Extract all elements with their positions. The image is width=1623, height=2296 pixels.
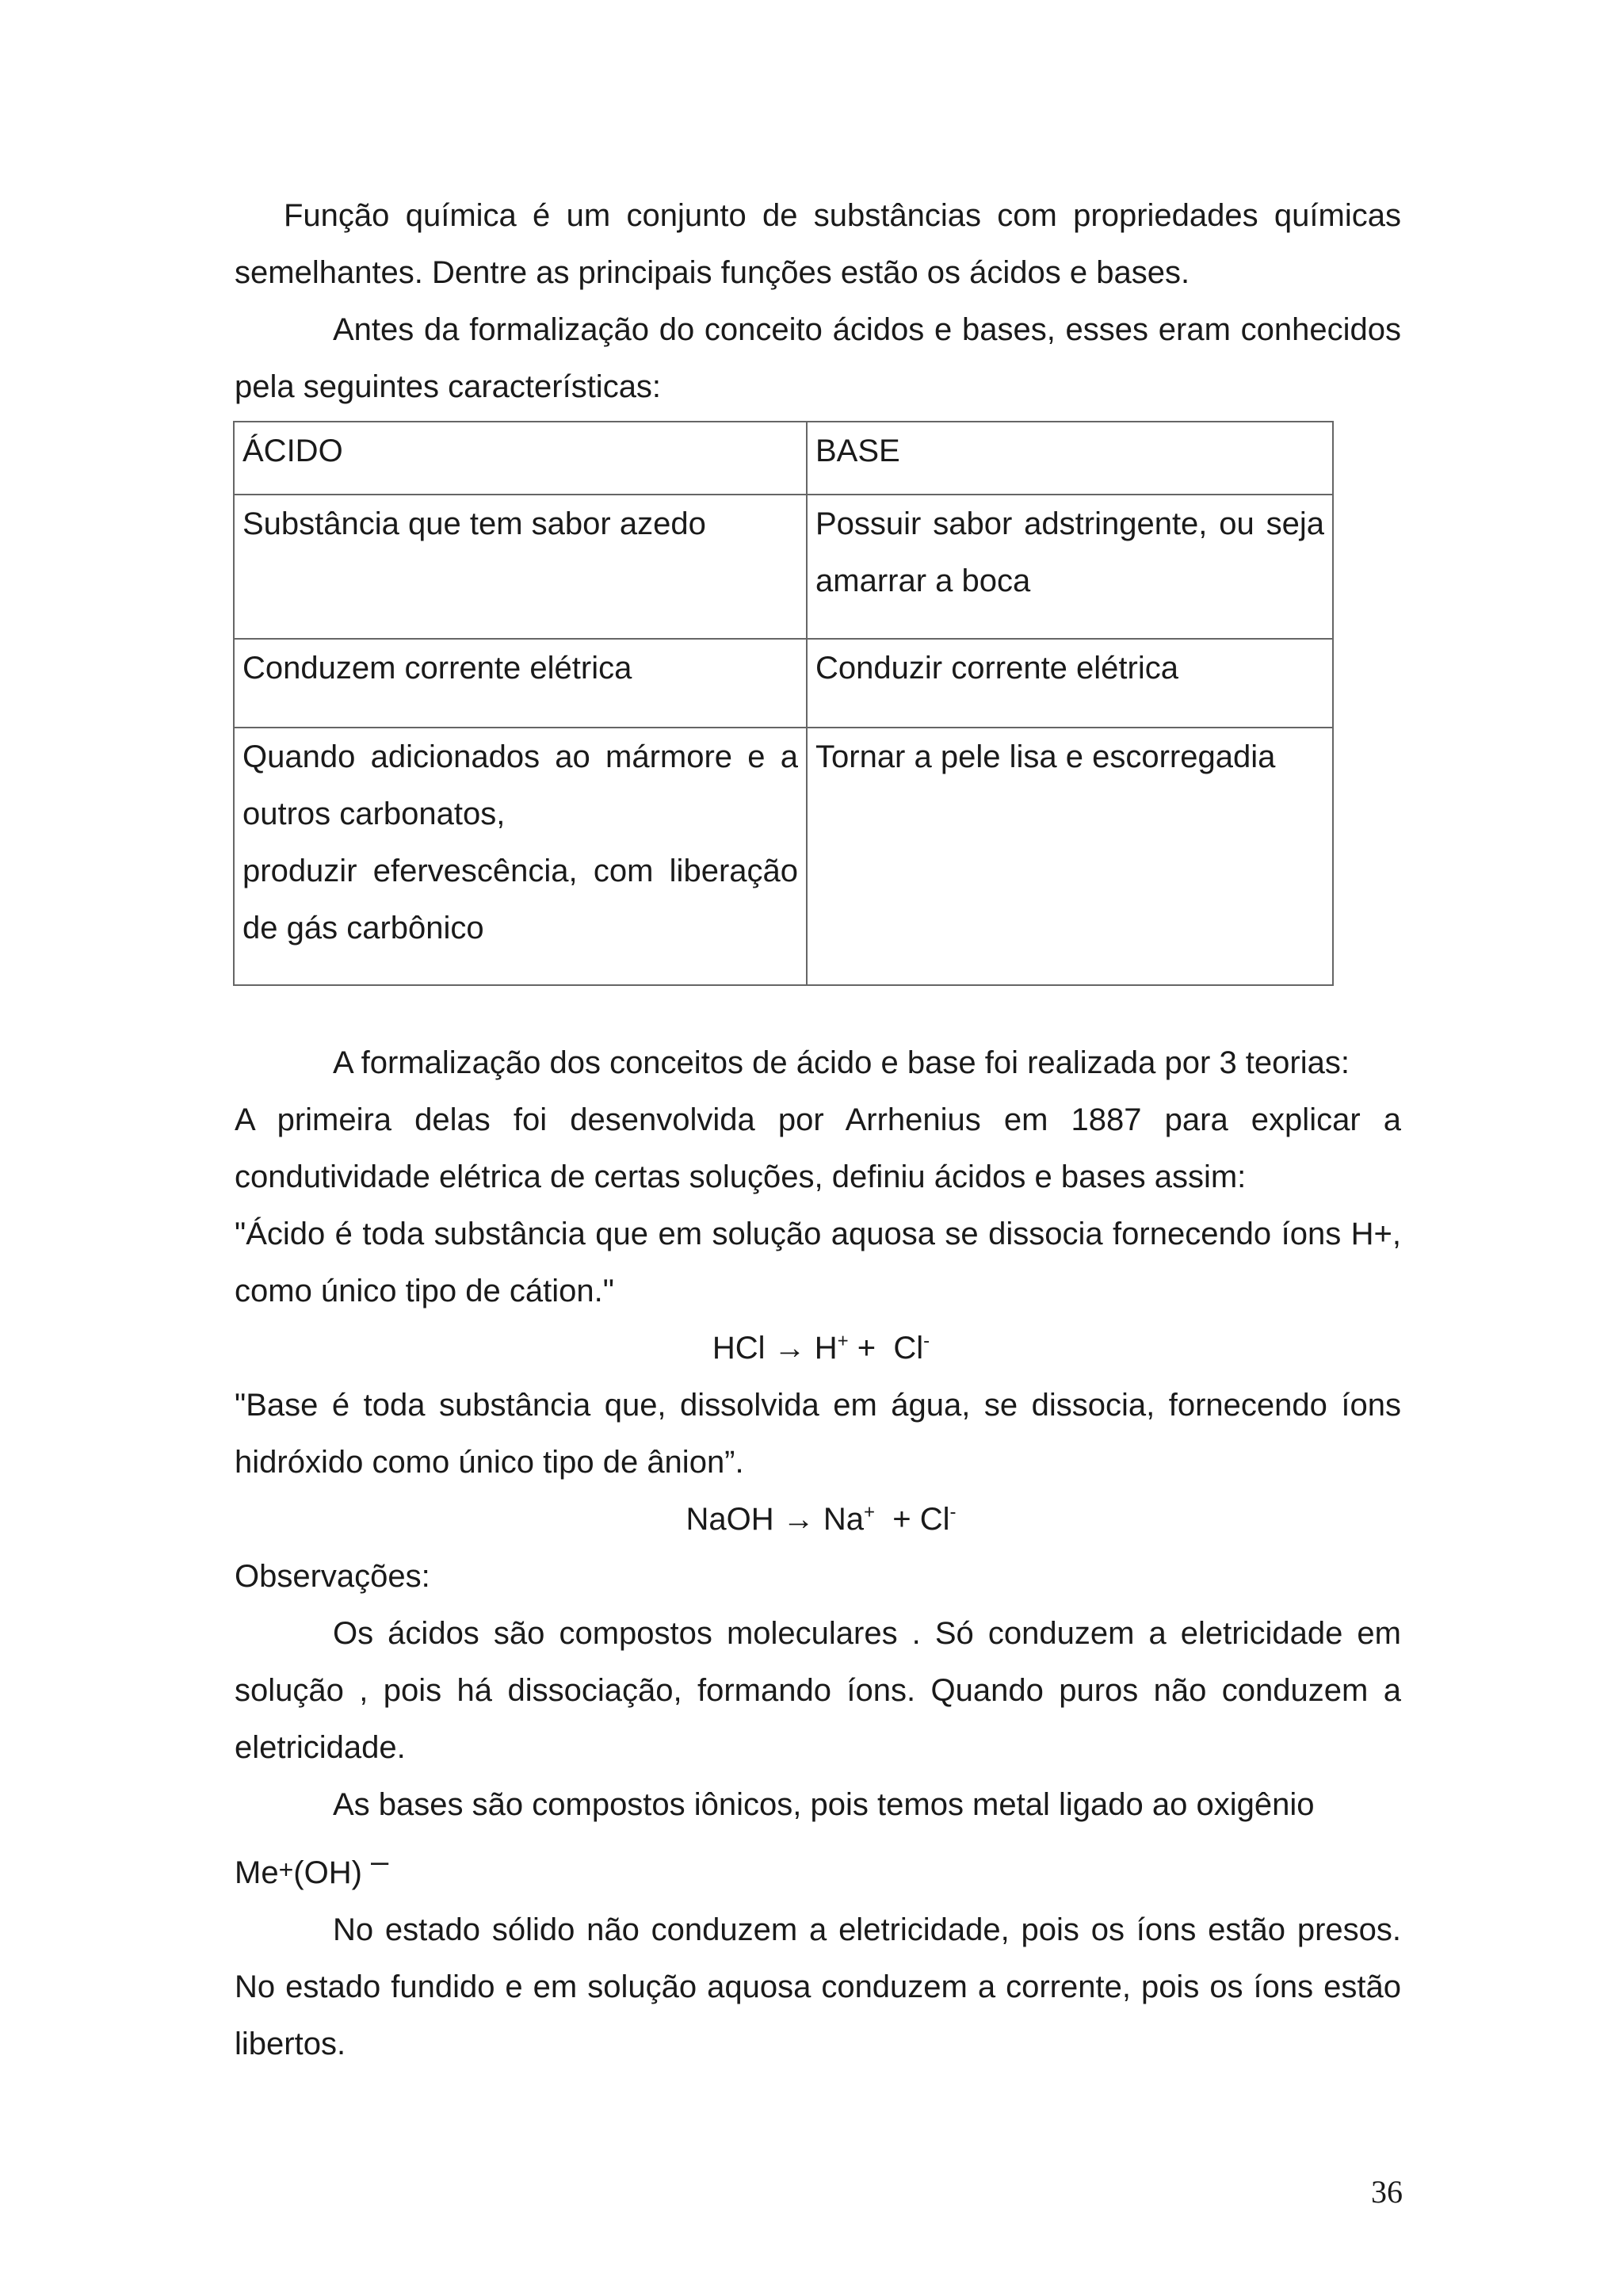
theories-intro: A formalização dos conceitos de ácido e base foi realizada por 3 teorias: [333, 1045, 1350, 1080]
table-cell-line: produzir efervescência, com liberação de gás carbônico [242, 854, 798, 946]
observation-bases: As bases são compostos iônicos, pois temos metal ligado ao oxigênio [333, 1787, 1315, 1822]
theories-section [235, 1034, 1401, 2073]
metal-hydroxide-formula [235, 1833, 1401, 1901]
equation-text: + Cl [848, 1331, 924, 1366]
arrhenius-paragraph: A primeira delas foi desenvolvida por Arrhenius em 1887 para explicar a condutividade elétrica de certas soluções, definiu ácidos e bases assim: [235, 1102, 1401, 1194]
formula-text: (OH) [293, 1855, 372, 1890]
table-row [234, 495, 1333, 639]
acid-definition: "Ácido é toda substância que em solução aquosa se dissocia fornecendo íons H+, como único tipo de cátion." [235, 1217, 1401, 1308]
table-cell: Conduzem corrente elétrica [234, 639, 807, 728]
formula-charge: + [278, 1855, 294, 1884]
table-cell: Possuir sabor adstringente, ou seja amarrar a boca [807, 495, 1333, 639]
table-cell: Substância que tem sabor azedo [234, 495, 807, 639]
observation-acids: Os ácidos são compostos moleculares . Só conduzem a eletricidade em solução , pois há dissociação, formando íons. Quando puros não conduzem a eletricidade. [235, 1616, 1401, 1765]
equation-text: HCl → H [712, 1331, 838, 1366]
observations-title: Observações: [235, 1559, 430, 1594]
formula-text: Me [235, 1855, 279, 1890]
observation-conduction: No estado sólido não conduzem a eletricidade, pois os íons estão presos. No estado fundido e em solução aquosa conduzem a corrente, pois os íons estão libertos. [235, 1912, 1401, 2061]
equation-text: NaOH → Na [685, 1502, 864, 1537]
intro-paragraph-1: Função química é um conjunto de substâncias com propriedades químicas semelhantes. Dentre as principais funções estão os ácidos e bases. [235, 198, 1401, 290]
table-header-row [234, 422, 1333, 495]
table-header-base: BASE [807, 422, 1333, 495]
intro-paragraph-2: Antes da formalização do conceito ácidos e bases, esses eram conhecidos pela seguintes características: [235, 312, 1401, 404]
equation-naoh [235, 1491, 1401, 1548]
page-number: 36 [1371, 2174, 1403, 2210]
table-cell-line: Quando adicionados ao mármore e a outros carbonatos, [242, 739, 798, 831]
intro-section [235, 187, 1401, 415]
equation-superscript: - [923, 1330, 930, 1352]
equation-superscript: + [864, 1501, 876, 1523]
acid-base-table [233, 421, 1334, 986]
table-cell: Conduzir corrente elétrica [807, 639, 1333, 728]
table-header-acid: ÁCIDO [234, 422, 807, 495]
formula-charge: – [371, 1844, 389, 1879]
equation-superscript: - [949, 1501, 957, 1523]
equation-hcl [235, 1320, 1401, 1377]
table-row [234, 728, 1333, 985]
table-cell: Tornar a pele lisa e escorregadia [807, 728, 1333, 985]
table-row [234, 639, 1333, 728]
equation-superscript: + [837, 1330, 849, 1352]
equation-text: + Cl [875, 1502, 950, 1537]
base-definition: "Base é toda substância que, dissolvida em água, se dissocia, fornecendo íons hidróxido como único tipo de ânion”. [235, 1388, 1401, 1480]
table-cell [234, 728, 807, 985]
